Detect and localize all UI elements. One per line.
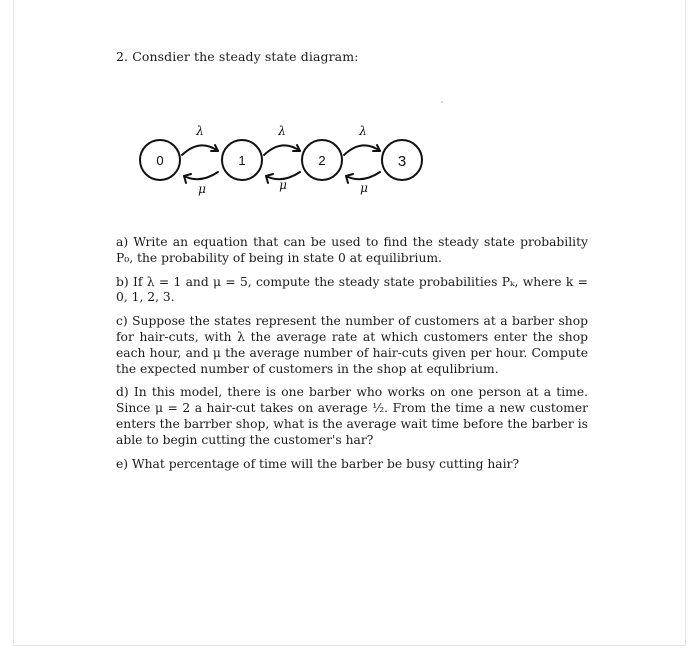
state-label-1: 1 bbox=[238, 153, 246, 168]
service-arrow-1-0 bbox=[184, 172, 218, 179]
question-a: a) Write an equation that can be used to find the steady state probability P₀, the probability of being in state 0 at equilibrium. bbox=[116, 235, 588, 265]
question-e: e) What percentage of time will the barber be busy cutting hair? bbox=[116, 456, 520, 471]
lambda-label-1: λ bbox=[278, 124, 286, 138]
state-label-0: 0 bbox=[156, 153, 164, 168]
mu-label-1: μ bbox=[279, 178, 287, 192]
stray-dot bbox=[441, 101, 443, 103]
state-label-2: 2 bbox=[318, 153, 326, 168]
question-d: d) In this model, there is one barber who works on one person at a time. Since μ = 2 a hair-cut takes on average ½. From the time a new customer enters the barrber shop, what is the average wait time before the barber is able to begin cutting the customer's har? bbox=[116, 385, 588, 447]
problem-title: 2. Consdier the steady state diagram: bbox=[116, 49, 359, 64]
lambda-label-2: λ bbox=[359, 124, 367, 138]
lambda-label-0: λ bbox=[196, 124, 204, 138]
question-list bbox=[116, 235, 588, 480]
mu-label-0: μ bbox=[198, 182, 206, 196]
state-label-3: 3 bbox=[397, 153, 407, 170]
service-arrow-3-2 bbox=[346, 172, 380, 179]
state-transition-diagram bbox=[130, 118, 440, 198]
question-c: c) Suppose the states represent the number of customers at a barber shop for hair-cuts, with λ the average rate at which customers enter the shop each hour, and μ the average number of hair-cuts given per hour. Compute the expected number of customers in the shop at equlibrium. bbox=[116, 314, 588, 376]
question-b: b) If λ = 1 and μ = 5, compute the steady state probabilities Pₖ, where k = 0, 1, 2, 3. bbox=[116, 274, 588, 305]
mu-label-2: μ bbox=[360, 181, 368, 195]
